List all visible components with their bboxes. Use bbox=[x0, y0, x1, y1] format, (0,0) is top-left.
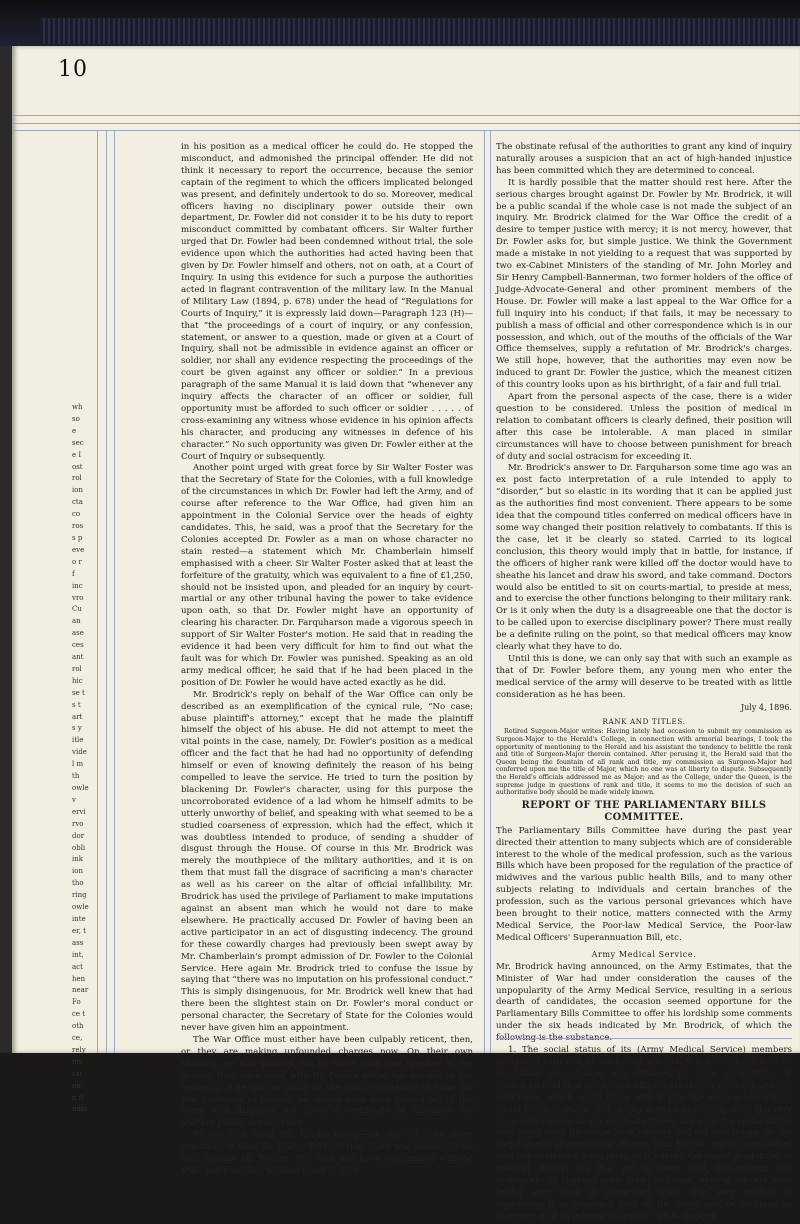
fragment-line: er, t bbox=[72, 926, 86, 935]
right-margin-rule-2 bbox=[490, 130, 491, 1053]
header-rule bbox=[12, 115, 800, 116]
header-rule-2 bbox=[12, 123, 800, 124]
fragment-line: ink bbox=[72, 855, 83, 864]
fragment-line: n fl bbox=[72, 1093, 84, 1102]
article-paragraph: Mr. Brodrick's answer to Dr. Farquharson some time ago was an ex post facto interpretation of a rule intended to apply to “disorder,” but so elastic in its wording that it can be applied just as the authorities find most convenient. There appears to be some idea that the compound titles conferred on medical officers have in some way changed their position relatively to combatants. If this is the case, let it be clearly so stated. Carried to its logical conclusion, this theory would imply that in battle, for instance, if the officers of higher rank were killed off the doctor would have to sheathe his lancet and draw his sword, and take command. Doctors would also be entitled to sit on courts-martial, to preside at mess, and to exercise the other functions belonging to their military rank. Or is it only when the duty is a disagreeable one that the doctor is to be called upon to exercise disciplinary power? There must really be a definite ruling on the point, so that medical officers may know clearly what they have to do. bbox=[496, 463, 792, 653]
fragment-line: ost bbox=[72, 462, 83, 471]
fragment-line: ces bbox=[72, 641, 84, 650]
fragment-line: dor bbox=[72, 831, 85, 840]
fragment-line: ros bbox=[72, 522, 84, 531]
fragment-line: vide bbox=[72, 748, 87, 757]
fragment-line: itle bbox=[72, 736, 84, 745]
fragment-line: sec bbox=[72, 438, 84, 447]
fragment-line: inte bbox=[72, 914, 86, 923]
fragment-line: ion bbox=[72, 486, 83, 495]
army-paragraph: 1. The social status of its (Army Medical Service) members compared with that of combatant officers. It is pointed out that, as combatant commissions are obtained by open competition, it cannot be held that combatant officers are drawn from any definite civil class, which might bring with it into the army a recognised social caste or status; but, being derived practically from the very same civil classes as are medical officers, any superior social status they enjoy must therefore be of military and not civil origin. As the social status of combatant officers thus hinges, not on antecedent civil but conferred army rank, so it follows the social disabilities of medical officers are due, not to lower civil, but inferior and systematically slighted army rank. Although medical officers have titular army rank in compound titles, that very method of expressing it is regarded both in the army and by civilians as stamping it of an inferior character; while through bbox=[496, 1045, 792, 1222]
editorial-continuation bbox=[496, 142, 792, 702]
article-paragraph: Until this is done, we can only say that with such an example as that of Dr. Fowler before them, any young men who enter the medical service of the army will deserve to be treated with as little consideration as he has been. bbox=[496, 653, 792, 700]
army-paragraph: Mr. Brodrick having announced, on the Army Estimates, that the Minister of War had under consideration the causes of the unpopularity of the Army Medical Service, resulting in a serious dearth of candidates, the occasion seemed opportune for the Parliamentary Bills Committee to offer his lordship some comments under the six heads indicated by Mr. Brodrick, of which the following is the substance. bbox=[496, 961, 792, 1044]
fragment-line: eve bbox=[72, 545, 85, 554]
fragment-line: inc bbox=[72, 581, 83, 590]
article-paragraph: The War Office must either have been culpably reticent, then, or they are making unfounded charges now. On their own showing, as was pointed out by more than one speaker in the debate, they have dealt with Dr. Fowler either too harshly or too leniently; if he was as guilty as the Under-Secretary of State for War professes to believe, he should have been turned out of the Army with disgrace, not given a certificate of character for another public appointment. bbox=[181, 1034, 473, 1129]
fragment-line: ring bbox=[72, 891, 87, 900]
right-margin-rule bbox=[484, 130, 485, 1053]
army-section bbox=[496, 962, 792, 1224]
fragment-line: se t bbox=[72, 688, 85, 697]
fragment-line: owle bbox=[72, 784, 89, 792]
fragment-line: an bbox=[72, 617, 81, 626]
left-text-column bbox=[181, 142, 473, 1176]
rank-heading: RANK AND TITLES. bbox=[602, 716, 686, 726]
previous-page-fragment bbox=[72, 402, 90, 1116]
fragment-line: co bbox=[72, 510, 81, 519]
fragment-line: Cu bbox=[72, 605, 82, 614]
article-paragraph: Mr. Brodrick's reply on behalf of the War Office can only be described as an exemplification of the cynical rule, “No case; abuse plaintiff's attorney,” except that he made the plaintiff himself the object of his abuse. He did not attempt to meet the vital points in the case, namely, Dr. Fowler's position as a medical officer and the fact that he had had no opportunity of defending himself or even of knowing definitely the reason of his being compelled to leave the service. He tried to turn the position by blackening Dr. Fowler's character, using for this purpose the uncorroborated evidence of a lad whom he himself admits to be utterly unworthy of belief, and speaking with what seemed to be a studied coarseness of expression, which had the effect, which it was doubtless intended to produce, of sending a shudder of disgust through the House. Of course in this Mr. Brodrick was merely the mouthpiece of the military authorities, and it is on them that must fall the disgrace of sacrificing a man's character as well as his career on the altar of official infallibility. Mr. Brodrick has used the privilege of Parliament to make imputations against an absent man which he would not dare to make elsewhere. He practically accused Dr. Fowler of having been an active participator in an act of disgusting indecency. The ground for these cowardly charges had previously been swept away by Mr. Chamberlain's prompt admission of Dr. Fowler to the Colonial Service. Here again Mr. Brodrick tried to confuse the issue by saying that “there was no imputation on his professional conduct.” This is simply disingenuous, for Mr. Brodrick well knew that had there been the slightest stain on Dr. Fowler's moral conduct or personal character, the Secretary of State for the Colonies would never have given him an appointment. bbox=[181, 689, 473, 1034]
date-line: July 4, 1896. bbox=[740, 702, 792, 712]
fragment-line: owle bbox=[72, 903, 89, 912]
article-paragraph: in his position as a medical officer he could do. He stopped the misconduct, and admonished the principal offender. He did not think it necessary to report the occurrence, because the senior captain of the regiment to which the officers implicated belonged was present, and definitely undertook to do so. Moreover, medical officers having no disciplinary power outside their own department, Dr. Fowler did not consider it to be his duty to report misconduct committed by combatant officers. Sir Walter further urged that Dr. Fowler had been condemned without trial, the sole evidence upon which the authorities had acted having been that given by Dr. Fowler himself and others, not on oath, at a Court of Inquiry. In using this evidence for such a purpose the authorities acted in flagrant contravention of the military law. In the Manual of Military Law (1894, p. 678) under the head of “Regulations for Courts of Inquiry,” it is expressly laid down—Paragraph 123 (H)—that “the proceedings of a court of inquiry, or any confession, statement, or answer to a question, made or given at a Court of Inquiry, shall not be admissible in evidence against an officer or soldier, nor shall any evidence respecting the proceedings of the court be given against any officer or soldier.” In a previous paragraph of the same Manual it is laid down that “whenever any inquiry affects the character of an officer or soldier, full opportunity must be afforded to such officer or soldier . . . . . of cross-examining any witness whose evidence in his opinion affects his character, and producing any witnesses in defence of his character.” No such opportunity was given Dr. Fowler either at the Court of Inquiry or subsequently. bbox=[181, 142, 473, 462]
fragment-line: e bbox=[72, 426, 77, 435]
fragment-line: wh bbox=[72, 403, 83, 411]
fragment-line: so bbox=[72, 414, 80, 423]
fragment-line: rol bbox=[72, 664, 82, 673]
fragment-line: ase bbox=[72, 629, 84, 638]
fragment-line: rvo bbox=[72, 819, 84, 828]
fragment-line: ervi bbox=[72, 807, 86, 816]
fragment-line: int, bbox=[72, 950, 84, 959]
fragment-line: f bbox=[72, 569, 75, 578]
fragment-line: hen bbox=[72, 974, 86, 983]
fragment-line: act bbox=[72, 962, 83, 971]
page-number: 10 bbox=[58, 57, 88, 82]
fragment-line: o r bbox=[72, 557, 82, 566]
fragment-line: ce t bbox=[72, 1010, 86, 1019]
article-paragraph: The obstinate refusal of the authorities to grant any kind of inquiry naturally arouses a suspicion that an act of high-handed injustice has been committed which they are determined to conceal. bbox=[496, 142, 792, 176]
fragment-line: obli bbox=[72, 843, 86, 852]
right-text-column bbox=[496, 142, 792, 1222]
fragment-line: rol bbox=[72, 474, 82, 483]
fragment-line: th bbox=[72, 772, 80, 781]
bottom-rule bbox=[496, 1038, 792, 1054]
article-paragraph: To our own mind Mr. Brodrick's speech showed even more conclusively than Sir Walter Foster's that there was absolutely no case against Dr. Fowler. The man has been condemned without trial, and punished without proof of guilt. bbox=[181, 1130, 473, 1176]
left-margin-rule bbox=[97, 130, 98, 1053]
header-rule-3 bbox=[12, 130, 800, 131]
fragment-line: ce, bbox=[72, 1034, 83, 1043]
left-binding-edge bbox=[0, 46, 12, 1053]
left-margin-rule-3 bbox=[114, 130, 115, 1053]
fragment-line: l m bbox=[72, 760, 84, 769]
fragment-line: sai bbox=[72, 1069, 83, 1078]
fragment-line: tho bbox=[72, 879, 84, 888]
fragment-line: rely bbox=[72, 1045, 86, 1054]
fragment-line: ion bbox=[72, 867, 83, 876]
rank-letter: Retired Surgeon-Major writes: Having lately had occasion to submit my commission as Surgeon-Major to the Herald's College, in connection with armorial bearings, I took the opportunity of mentioning to the Herald and his assistant the tendency to belittle the rank and title of Surgeon-Major therein contained. After perusing it, the Herald said that the Queen being the fountain of all rank and title, my commission as Surgeon-Major had conferred upon me the title of Major, which no one was at liberty to dispute. Subsequently the Herald's officials addressed me as Major; and as the College, under the Queen, is the supreme judge in questions of rank and title, it seems to me the decision of such an authoritative body should be made widely known. bbox=[496, 728, 792, 797]
article-paragraph: It is hardly possible that the matter should rest here. After the serious charges brought against Dr. Fowler by Mr. Brodrick, it will be a public scandal if the whole case is not made the subject of an inquiry. Mr. Brodrick claimed for the War Office the credit of a desire to temper justice with mercy; it is not mercy, however, that Dr. Fowler asks for, but simple justice. We think the Government made a mistake in not yielding to a request that was supported by two ex-Cabinet Ministers of the standing of Mr. John Morley and Sir Henry Campbell-Bannerman, two former holders of the office of Judge-Advocate-General and other prominent members of the House. Dr. Fowler will make a last appeal to the War Office for a full inquiry into his conduct; if that fails, it may be necessary to publish a mass of official and other correspondence which is in our possession, and which, out of the mouths of the officials of the War Office themselves, supply a refutation of Mr. Brodrick's charges. We still hope, however, that the authorities may even now be induced to grant Dr. Fowler the justice, which the meanest citizen of this country looks upon as his birthright, of a fair and full trial. bbox=[496, 177, 792, 391]
fragment-line: ant bbox=[72, 653, 84, 662]
binding-stripes bbox=[40, 18, 800, 44]
fragment-line: ass bbox=[72, 938, 84, 947]
committee-heading: REPORT OF THE PARLIAMENTARY BILLS COMMITTEE. bbox=[521, 799, 767, 823]
fragment-line: Fo bbox=[72, 998, 81, 1007]
fragment-line: s t bbox=[72, 700, 81, 709]
fragment-line: e I bbox=[72, 450, 82, 459]
article-paragraph: Apart from the personal aspects of the case, there is a wider question to be considered. Unless the position of medical in relation to combatant officers is clearly defined, their position will after this case be intolerable. A man placed in similar circumstances will have to choose between punishment for breach of duty and social ostracism for exceeding it. bbox=[496, 392, 792, 462]
fragment-line: near bbox=[72, 986, 89, 995]
fragment-line: v bbox=[72, 795, 76, 804]
fragment-line: s p bbox=[72, 533, 83, 542]
army-heading: Army Medical Service. bbox=[591, 949, 697, 959]
fragment-line: ndio bbox=[72, 1105, 88, 1114]
article-paragraph: Another point urged with great force by Sir Walter Foster was that the Secretary of State for the Colonies, with a full knowledge of the circumstances in which Dr. Fowler had left the Army, and of course after reference to the War Office, had given him an appointment in the Colonial Service over the heads of eighty candidates. This, he said, was a proof that the Secretary for the Colonies accepted Dr. Fowler as a man on whose character no stain rested—a statement which Mr. Chamberlain himself emphasised with a cheer. Sir Walter Foster asked that at least the forfeiture of the gratuity, which was equivalent to a fine of £1,250, should not be insisted upon, and pleaded for an inquiry by court-martial or any other tribunal having the power to take evidence upon oath, so that Dr. Fowler might have an opportunity of clearing his character. Dr. Farquharson made a vigorous speech in support of Sir Walter Foster's motion. He said that in reading the evidence it had been very difficult for him to find out what the fault was for which Dr. Fowler was punished. Speaking as an old army medical officer, he said that if he had been placed in the position of Dr. Fowler he would have acted exactly as he did. bbox=[181, 463, 473, 688]
fragment-line: oth bbox=[72, 1022, 84, 1031]
fragment-line: hic bbox=[72, 676, 83, 685]
fragment-line: vro bbox=[72, 593, 84, 602]
fragment-line: int bbox=[72, 1057, 82, 1066]
fragment-line: s y bbox=[72, 724, 82, 733]
fragment-line: art bbox=[72, 712, 83, 721]
book-binding-edge bbox=[0, 0, 800, 48]
fragment-line: oh, bbox=[72, 1081, 83, 1090]
left-margin-rule-2 bbox=[106, 130, 107, 1053]
committee-paragraph: The Parliamentary Bills Committee have during the past year directed their attention to many subjects which are of considerable interest to the whole of the medical profession, such as the various Bills which have been proposed for the regulation of the practice of midwives and the various public health Bills, and to many other subjects relating to individuals and certain branches of the profession, such as the various personal grievances which have been brought to their notice, matters connected with the Army Medical Service, the Poor-law Medical Service, the Poor-law Medical Officers' Superannuation Bill, etc. bbox=[496, 825, 792, 943]
fragment-line: cta bbox=[72, 498, 83, 507]
